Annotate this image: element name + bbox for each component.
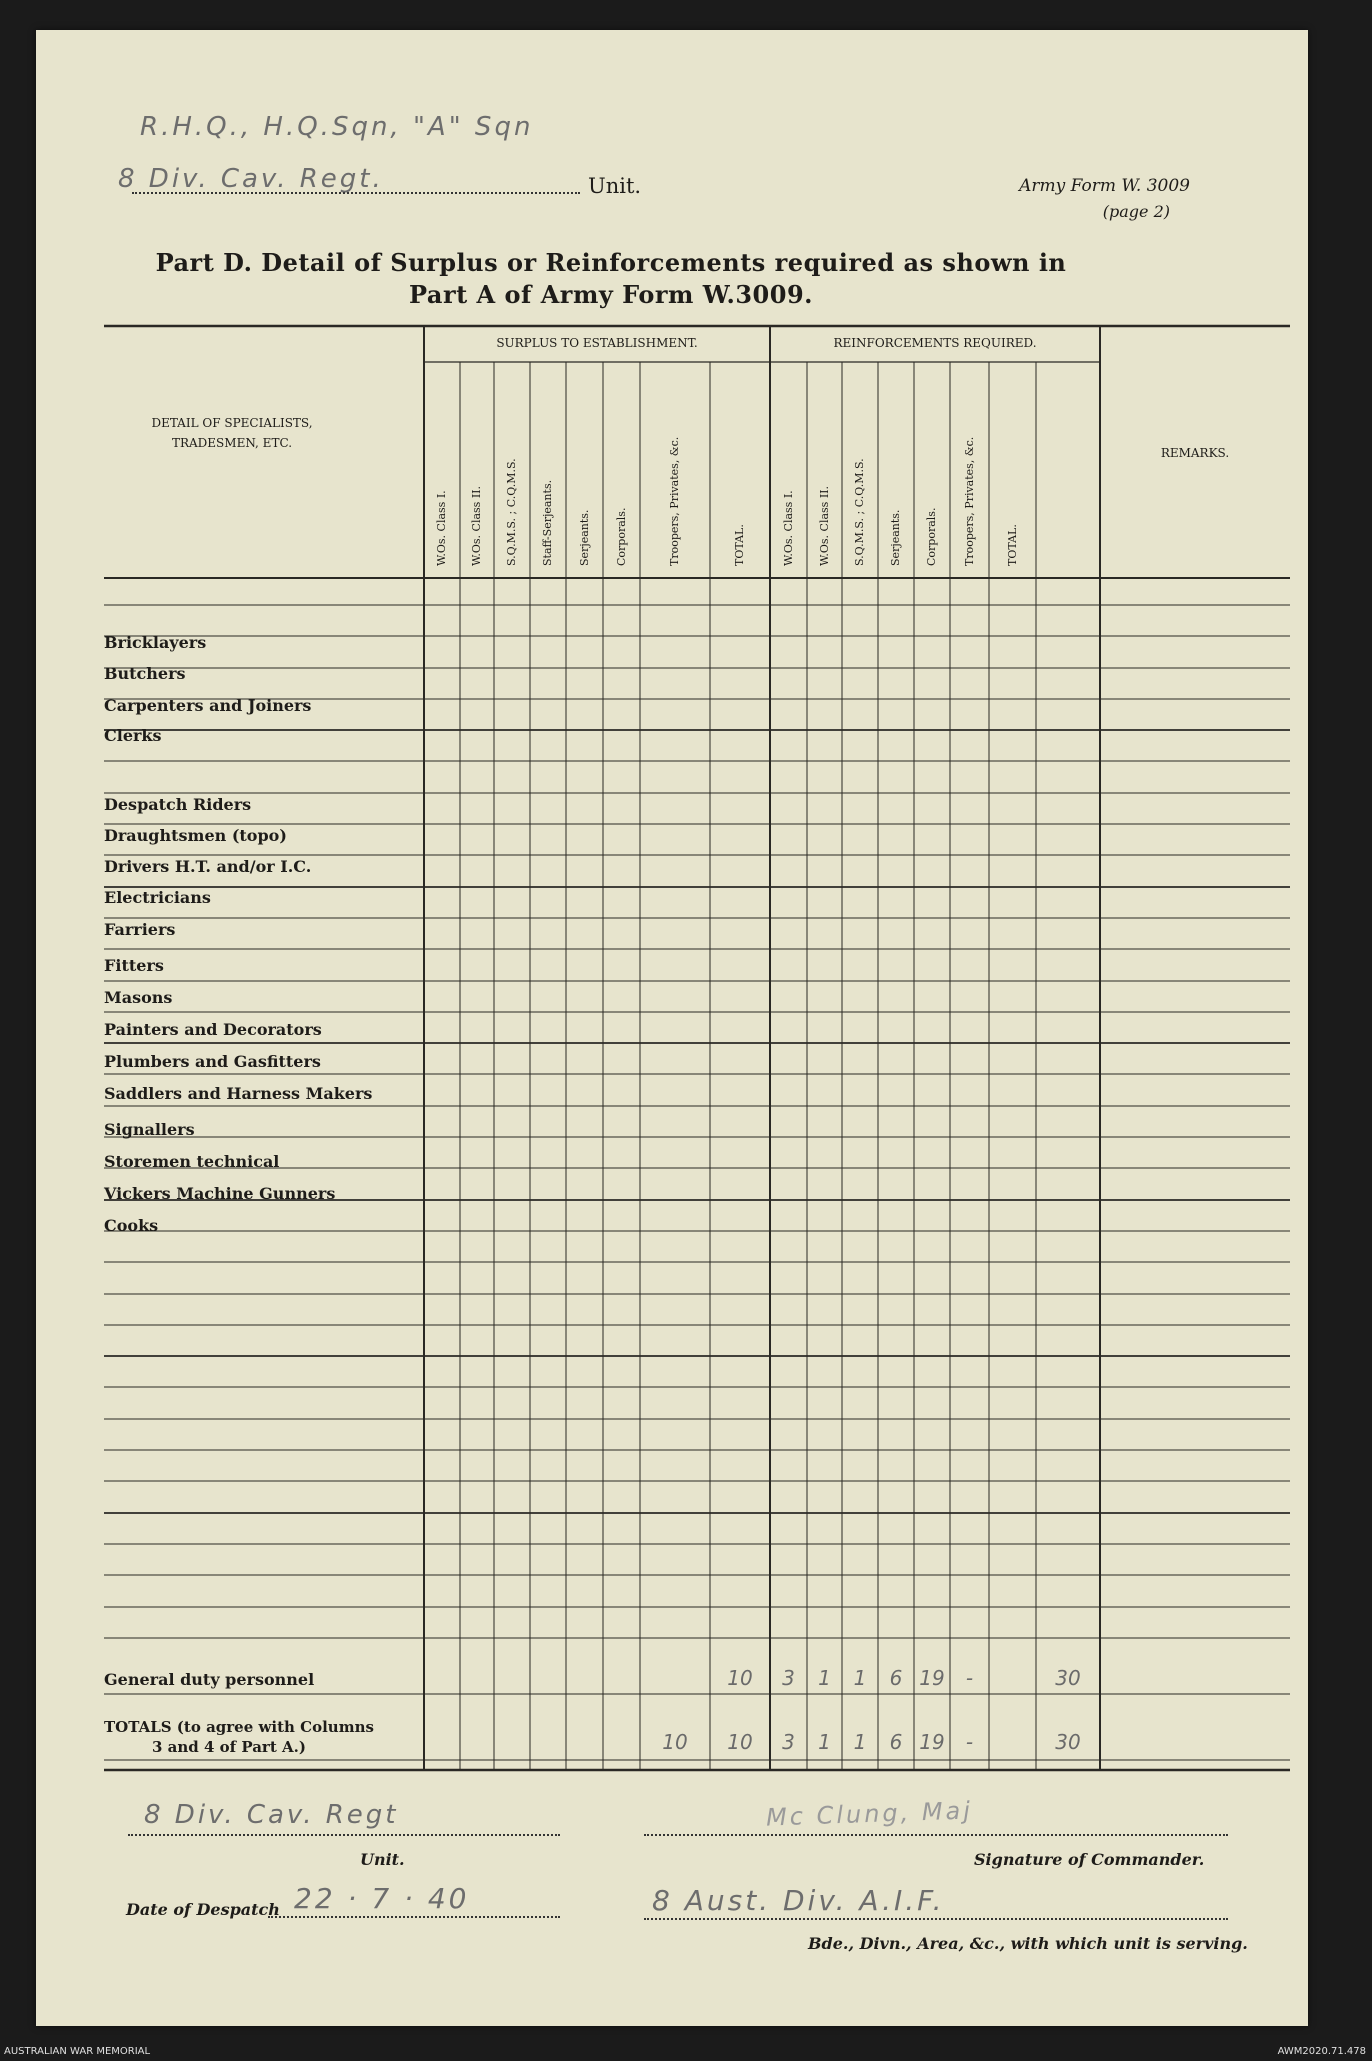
general-duty-label: General duty personnel: [104, 1670, 315, 1689]
form-page: [36, 30, 1308, 2026]
table-cell-value: 1: [818, 1666, 831, 1690]
remarks-header: REMARKS.: [1160, 446, 1230, 460]
surplus-column-label: W.Os. Class II.: [470, 485, 483, 566]
table-cell-value: -: [965, 1730, 974, 1754]
row-label: Painters and Decorators: [104, 1020, 322, 1039]
unit-label-top: Unit.: [588, 174, 642, 198]
handwritten-formation: 8 Aust. Div. A.I.F.: [652, 1884, 945, 1917]
unit-signature-line: [128, 1834, 560, 1836]
surplus-column-label: TOTAL.: [733, 524, 746, 566]
page-ref: (page 2): [1102, 202, 1170, 221]
formation-caption: Bde., Divn., Area, &c., with which unit is serving.: [808, 1934, 1248, 1953]
surplus-column-label: Troopers, Privates, &c.: [668, 436, 681, 566]
table-cell-value: 30: [1055, 1666, 1081, 1690]
reinf-column-label: S.Q.M.S. ; C.Q.M.S.: [853, 458, 866, 566]
row-label: Farriers: [104, 920, 176, 939]
row-label: Draughtsmen (topo): [104, 826, 287, 845]
handwritten-unit-bottom: 8 Div. Cav. Regt: [144, 1800, 399, 1830]
handwritten-sections: R.H.Q., H.Q.Sqn, "A" Sqn: [140, 112, 534, 142]
table-cell-value: 10: [727, 1666, 753, 1690]
archive-id: AWM2020.71.478: [1277, 2046, 1366, 2057]
archive-credit: AUSTRALIAN WAR MEMORIAL: [4, 2046, 151, 2057]
detail-header-line-1: DETAIL OF SPECIALISTS,: [151, 416, 313, 430]
signature-caption: Signature of Commander.: [974, 1850, 1205, 1869]
surplus-column-label: W.Os. Class I.: [435, 490, 448, 566]
handwritten-unit-top: 8 Div. Cav. Regt.: [118, 164, 384, 194]
reinf-column-label: W.Os. Class I.: [781, 490, 795, 566]
commander-signature: Mc Clung, Maj: [765, 1796, 974, 1832]
reinf-column-label: TOTAL.: [1005, 524, 1019, 566]
form-id: Army Form W. 3009: [1019, 176, 1190, 196]
reinf-column-label: Troopers, Privates, &c.: [962, 436, 976, 566]
table-cell-value: 1: [818, 1730, 831, 1754]
row-label: Bricklayers: [104, 633, 207, 652]
row-label: Plumbers and Gasfitters: [104, 1052, 321, 1071]
row-label: Electricians: [104, 888, 211, 907]
table-cell-value: 10: [662, 1730, 688, 1754]
row-label: Carpenters and Joiners: [104, 696, 312, 715]
table-cell-value: 6: [889, 1730, 903, 1754]
table-cell-value: 6: [889, 1666, 903, 1690]
row-label: Masons: [104, 988, 173, 1007]
totals-label-line-1: TOTALS (to agree with Columns: [104, 1718, 374, 1736]
surplus-column-label: Corporals.: [614, 507, 628, 566]
row-label: Fitters: [104, 956, 164, 975]
row-label: Despatch Riders: [104, 795, 252, 814]
row-label: Clerks: [104, 726, 162, 745]
detail-header-line-2: TRADESMEN, ETC.: [171, 436, 293, 450]
totals-label-line-2: 3 and 4 of Part A.): [152, 1738, 306, 1756]
despatch-date-line: [268, 1916, 560, 1918]
row-label: Drivers H.T. and/or I.C.: [104, 857, 312, 876]
reinforcements-header: REINFORCEMENTS REQUIRED.: [833, 336, 1037, 350]
row-label: Saddlers and Harness Makers: [104, 1084, 373, 1103]
title-line-1: Part D. Detail of Surplus or Reinforcements required as shown in: [155, 248, 1067, 277]
reinf-column-label: W.Os. Class II.: [817, 485, 831, 566]
despatch-label: Date of Despatch: [126, 1900, 280, 1919]
unit-caption: Unit.: [360, 1850, 405, 1869]
table-cell-value: 10: [727, 1730, 753, 1754]
row-label: Signallers: [104, 1120, 195, 1139]
surplus-column-label: Staff-Serjeants.: [541, 479, 554, 566]
table-cell-value: 1: [853, 1666, 867, 1690]
surplus-column-label: Serjeants.: [577, 509, 591, 566]
table-cell-value: 19: [919, 1730, 945, 1754]
row-label: Butchers: [104, 664, 186, 683]
surplus-column-label: S.Q.M.S. ; C.Q.M.S.: [505, 458, 518, 566]
row-label: Storemen technical: [104, 1152, 280, 1171]
formation-line: [644, 1918, 1228, 1920]
row-label: Vickers Machine Gunners: [104, 1184, 336, 1203]
table-cell-value: 1: [853, 1730, 867, 1754]
reinf-column-label: Corporals.: [925, 507, 938, 566]
title-line-2: Part A of Army Form W.3009.: [408, 280, 813, 309]
table-cell-value: 3: [782, 1666, 795, 1690]
table-cell-value: -: [965, 1666, 974, 1690]
surplus-header: SURPLUS TO ESTABLISHMENT.: [496, 336, 698, 350]
row-label: Cooks: [104, 1216, 159, 1235]
handwritten-despatch-date: 22 · 7 · 40: [294, 1882, 470, 1915]
table-cell-value: 3: [782, 1730, 795, 1754]
reinf-column-label: Serjeants.: [889, 509, 902, 566]
table-cell-value: 30: [1055, 1730, 1081, 1754]
table-cell-value: 19: [919, 1666, 945, 1690]
commander-signature-line: [644, 1834, 1228, 1836]
